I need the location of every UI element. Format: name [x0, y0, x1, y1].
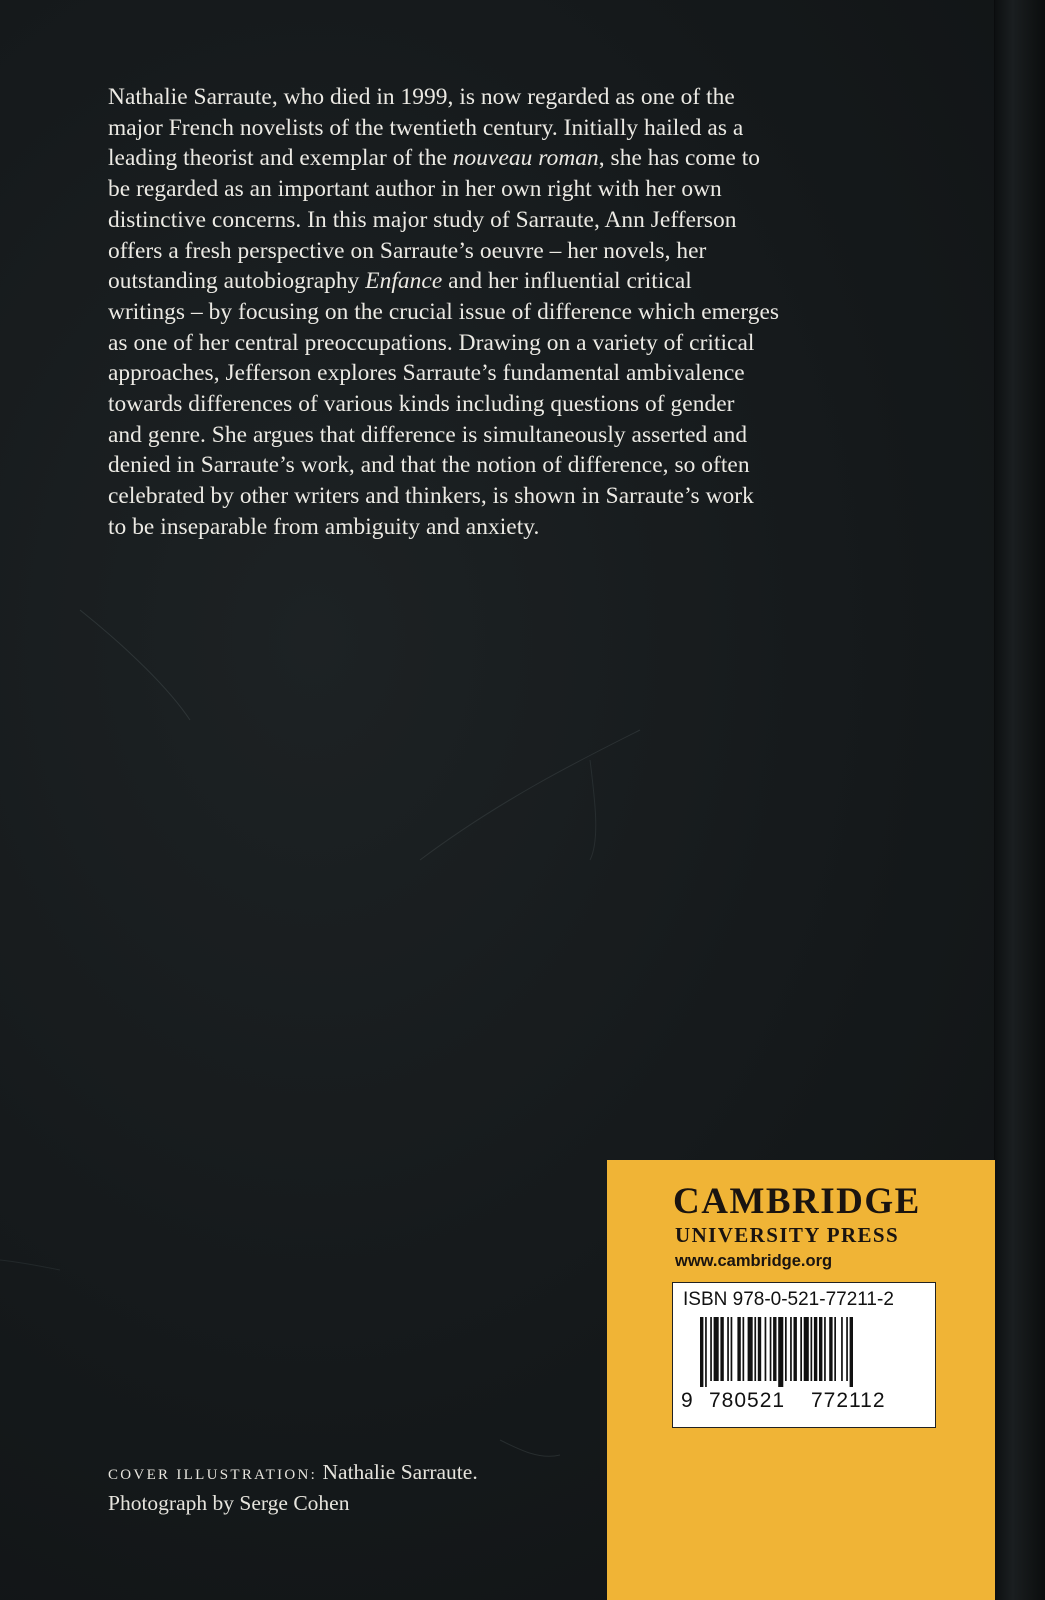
blurb-line: outstanding autobiography Enfance and her influential critical: [108, 268, 692, 295]
cover-illustration-label: COVER ILLUSTRATION:: [108, 1467, 318, 1483]
book-spine: [994, 0, 1045, 1600]
publisher-subtitle: UNIVERSITY PRESS: [675, 1223, 900, 1247]
blurb-line: offers a fresh perspective on Sarraute’s oeuvre – her novels, her: [108, 237, 707, 264]
barcode-icon: [700, 1317, 910, 1387]
blurb-line: approaches, Jefferson explores Sarraute’s fundamental ambivalence: [108, 360, 745, 387]
publisher-panel: [607, 1160, 995, 1600]
blurb-line: be regarded as an important author in her own right with her own: [108, 176, 722, 203]
blurb-line: distinctive concerns. In this major study of Sarraute, Ann Jefferson: [108, 206, 737, 233]
blurb-italic-title: Enfance: [365, 268, 443, 295]
publisher-name: CAMBRIDGE: [673, 1181, 921, 1222]
blurb-line: Nathalie Sarraute, who died in 1999, is now regarded as one of the: [108, 84, 735, 110]
isbn-text: ISBN 978-0-521-77211-2: [683, 1289, 894, 1310]
barcode-digit-lead: 9: [681, 1389, 694, 1412]
blurb-line: denied in Sarraute’s work, and that the notion of difference, so often: [108, 452, 750, 479]
blurb-line: major French novelists of the twentieth century. Initially hailed as a: [108, 114, 744, 141]
blurb-line: as one of her central preoccupations. Drawing on a variety of critical: [108, 329, 755, 356]
cover-illustration-line: [108, 1458, 578, 1489]
blurb-line: to be inseparable from ambiguity and anxiety.: [108, 513, 540, 540]
photo-credit: Photograph by Serge Cohen: [108, 1491, 350, 1515]
description-blurb: [108, 82, 908, 543]
publisher-url: www.cambridge.org: [675, 1252, 833, 1270]
cover-illustration-subject: Nathalie Sarraute.: [317, 1460, 478, 1484]
blurb-italic-title: nouveau roman: [452, 145, 599, 172]
barcode-box: [672, 1282, 936, 1428]
barcode-digit-group-1: 780521: [709, 1389, 786, 1412]
blurb-line: and genre. She argues that difference is simultaneously asserted and: [108, 421, 748, 448]
barcode-digit-group-2: 772112: [811, 1389, 886, 1412]
blurb-line: writings – by focusing on the crucial issue of difference which emerges: [108, 298, 780, 325]
blurb-line: leading theorist and exemplar of the nouveau roman, she has come to: [108, 145, 761, 172]
barcode-digits: [673, 1389, 935, 1419]
blurb-line: towards differences of various kinds including questions of gender: [108, 391, 735, 418]
cover-credits: [108, 1458, 578, 1517]
blurb-line: celebrated by other writers and thinkers, is shown in Sarraute’s work: [108, 483, 754, 510]
